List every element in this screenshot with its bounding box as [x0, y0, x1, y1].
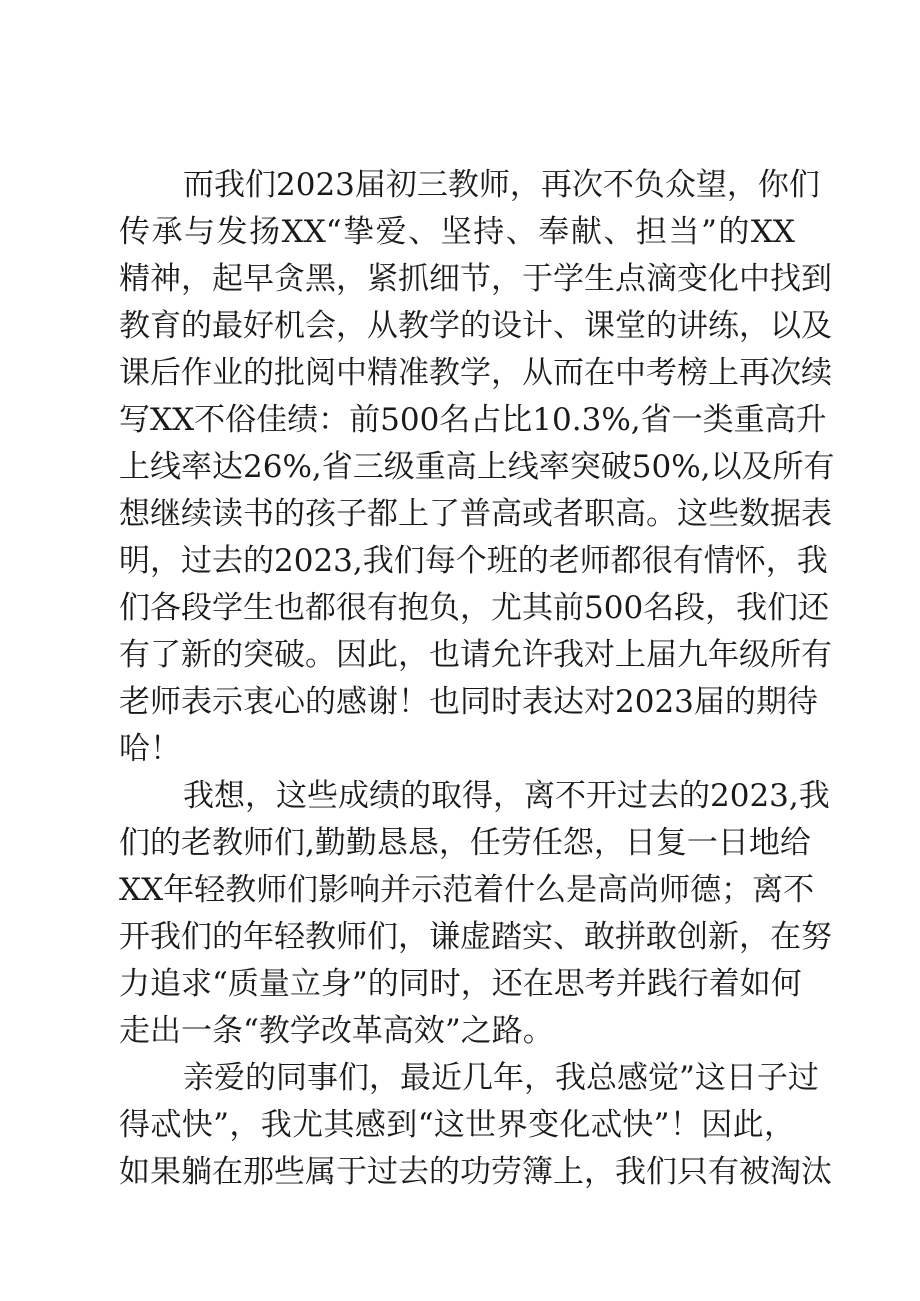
text-line: 们的老教师们,勤勤恳恳，任劳任怨，日复一日地给	[119, 825, 811, 861]
text-line: 写XX不俗佳绩：前500名占比10.3%,省一类重高升	[119, 402, 827, 438]
text-line: 得忒快”，我尤其感到“这世界变化忒快”！因此，	[119, 1107, 795, 1143]
text-line: 我想，这些成绩的取得，离不开过去的2023,我	[183, 778, 830, 814]
text-line: 精神，起早贪黑，紧抓细节，于学生点滴变化中找到	[119, 261, 832, 297]
text-line: 传承与发扬XX“挚爱、坚持、奉献、担当”的XX	[119, 214, 795, 250]
text-line: 教育的最好机会，从教学的设计、课堂的讲练，以及	[119, 308, 832, 344]
document-body	[119, 162, 835, 1196]
text-line: 力追求“质量立身”的同时，还在思考并践行着如何	[119, 966, 802, 1002]
paragraph-2	[119, 773, 832, 1055]
text-line: 们各段学生也都很有抱负，尤其前500名段，我们还	[119, 590, 830, 626]
paragraph-1	[119, 162, 835, 773]
text-line: 哈！	[119, 731, 181, 767]
text-line: 有了新的突破。因此，也请允许我对上届九年级所有	[119, 637, 832, 673]
text-line: 老师表示衷心的感谢！也同时表达对2023届的期待	[119, 684, 818, 720]
text-line: 课后作业的批阅中精准教学，从而在中考榜上再次续	[119, 355, 832, 391]
text-line: 亲爱的同事们，最近几年，我总感觉”这日子过	[183, 1060, 819, 1096]
text-line: 开我们的年轻教师们，谦虚踏实、敢拼敢创新，在努	[119, 919, 832, 955]
text-line: 上线率达26%,省三级重高上线率突破50%,以及所有	[119, 449, 835, 485]
text-line: 而我们2023届初三教师，再次不负众望，你们	[183, 167, 820, 203]
text-line: 想继续读书的孩子都上了普高或者职高。这些数据表	[119, 496, 832, 532]
text-line: XX年轻教师们影响并示范着什么是高尚师德；离不	[119, 872, 815, 908]
text-line: 明，过去的2023,我们每个班的老师都很有情怀，我	[119, 543, 828, 579]
paragraph-3	[119, 1055, 832, 1196]
text-line: 如果躺在那些属于过去的功劳簿上，我们只有被淘汰	[119, 1154, 832, 1190]
text-line: 走出一条“教学改革高效”之路。	[119, 1013, 554, 1049]
